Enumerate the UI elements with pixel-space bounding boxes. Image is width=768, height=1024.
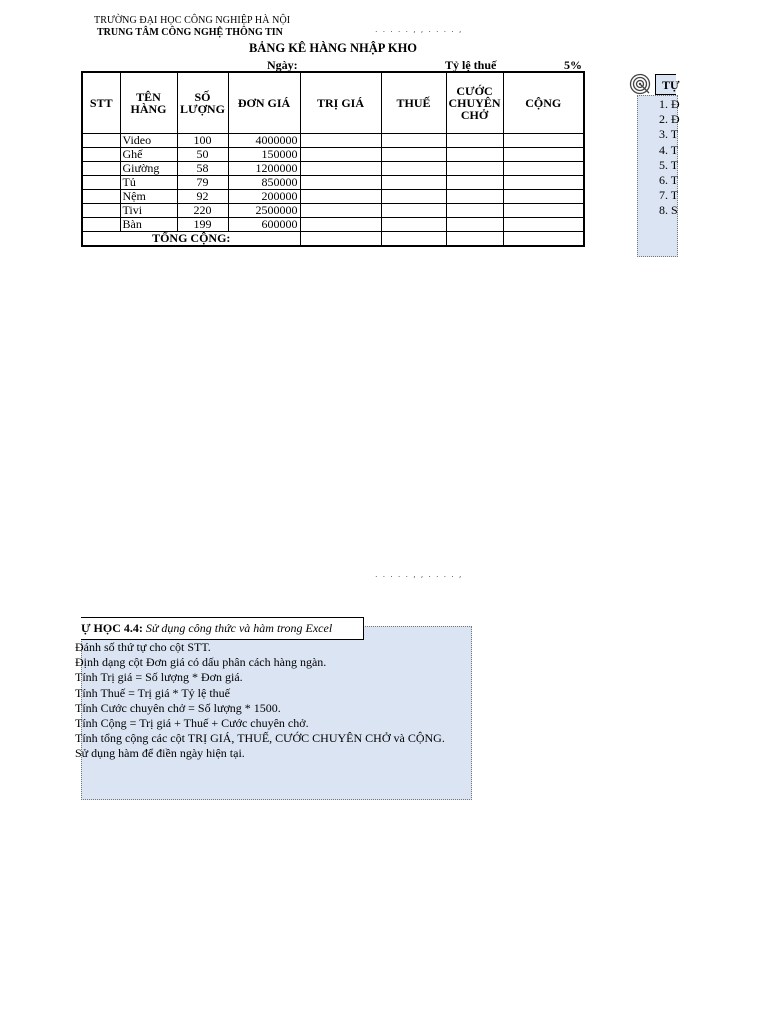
cell-value[interactable] — [300, 204, 381, 218]
cell-total[interactable] — [503, 218, 584, 232]
cell-name[interactable]: Giường — [120, 162, 177, 176]
cell-shipping[interactable] — [446, 204, 503, 218]
col-header-total[interactable]: CỘNG — [503, 72, 584, 134]
col-header-price[interactable]: ĐƠN GIÁ — [228, 72, 300, 134]
cell-qty[interactable]: 199 — [177, 218, 228, 232]
cell-shipping[interactable] — [446, 162, 503, 176]
cell-price[interactable]: 1200000 — [228, 162, 300, 176]
cell-price[interactable]: 200000 — [228, 190, 300, 204]
list-item: 3. T — [659, 127, 679, 142]
sheet-title: BẢNG KÊ HÀNG NHẬP KHO — [248, 41, 418, 55]
cell-shipping[interactable] — [446, 218, 503, 232]
cell-stt[interactable] — [82, 190, 120, 204]
inventory-table — [81, 71, 585, 247]
table-row — [82, 176, 584, 190]
cell-name[interactable]: Nệm — [120, 190, 177, 204]
cell-total[interactable] — [503, 190, 584, 204]
cell-qty[interactable]: 79 — [177, 176, 228, 190]
cell-name[interactable]: Tivi — [120, 204, 177, 218]
exercise-panel-bottom-title — [81, 617, 364, 640]
cell-name[interactable]: Video — [120, 134, 177, 148]
list-item: 1. Đ — [659, 97, 680, 111]
list-item: Đánh số thứ tự cho cột STT. — [75, 640, 211, 654]
list-item: Tính Thuế = Trị giá * Tỷ lệ thuế — [75, 685, 230, 700]
cell-qty[interactable]: 220 — [177, 204, 228, 218]
col-header-tax[interactable]: THUẾ — [381, 72, 446, 134]
total-sum[interactable] — [503, 232, 584, 247]
cell-stt[interactable] — [82, 162, 120, 176]
cell-qty[interactable]: 92 — [177, 190, 228, 204]
col-header-name[interactable]: TÊN HÀNG — [120, 72, 177, 134]
tax-rate-value[interactable]: 5% — [564, 58, 582, 72]
total-value[interactable] — [300, 232, 381, 247]
list-item: Tính tổng cộng các cột TRỊ GIÁ, THUẾ, CƯỚC CHUYÊN CHỞ và CỘNG. — [75, 731, 445, 746]
cell-tax[interactable] — [381, 190, 446, 204]
list-item: Tính Cước chuyên chở = Số lượng * 1500. — [75, 700, 281, 715]
cell-tax[interactable] — [381, 176, 446, 190]
cell-price[interactable]: 600000 — [228, 218, 300, 232]
cell-value[interactable] — [300, 134, 381, 148]
list-item: 7. T — [659, 188, 679, 203]
list-item: 5. T — [659, 157, 679, 172]
exercise-panel-right-title: TỰ — [655, 74, 676, 95]
cell-qty[interactable]: 50 — [177, 148, 228, 162]
total-shipping[interactable] — [446, 232, 503, 247]
cell-value[interactable] — [300, 176, 381, 190]
cell-value[interactable] — [300, 148, 381, 162]
cell-tax[interactable] — [381, 218, 446, 232]
cell-tax[interactable] — [381, 148, 446, 162]
cell-stt[interactable] — [82, 148, 120, 162]
cell-shipping[interactable] — [446, 176, 503, 190]
col-header-stt[interactable]: STT — [82, 72, 120, 134]
table-row — [82, 190, 584, 204]
cell-shipping[interactable] — [446, 148, 503, 162]
list-item: Sử dụng hàm để điền ngày hiện tại. — [75, 746, 245, 761]
cell-tax[interactable] — [381, 204, 446, 218]
cell-price[interactable]: 4000000 — [228, 134, 300, 148]
cell-total[interactable] — [503, 134, 584, 148]
cell-stt[interactable] — [82, 134, 120, 148]
exercise-title: Ự HỌC 4.4: — [81, 621, 143, 635]
dotted-separator-top: . . . . . , , . . . . , — [375, 25, 462, 34]
cell-total[interactable] — [503, 176, 584, 190]
cell-price[interactable]: 2500000 — [228, 204, 300, 218]
school-name: TRƯỜNG ĐẠI HỌC CÔNG NGHIỆP HÀ NỘI — [94, 15, 291, 26]
table-row — [82, 162, 584, 176]
cell-shipping[interactable] — [446, 134, 503, 148]
exercise-subtitle: Sử dụng công thức và hàm trong Excel — [142, 621, 333, 635]
cell-tax[interactable] — [381, 134, 446, 148]
total-row — [82, 232, 584, 247]
exercise-panel-right-list — [659, 97, 680, 219]
list-item: 8. S — [659, 203, 678, 218]
table-row — [82, 148, 584, 162]
dotted-separator-middle: . . . . . , , . . . . , — [375, 570, 462, 579]
list-item: 4. T — [659, 142, 679, 157]
cell-total[interactable] — [503, 204, 584, 218]
cell-shipping[interactable] — [446, 190, 503, 204]
cell-total[interactable] — [503, 162, 584, 176]
cell-stt[interactable] — [82, 204, 120, 218]
cell-name[interactable]: Tủ — [120, 176, 177, 190]
total-tax[interactable] — [381, 232, 446, 247]
cell-stt[interactable] — [82, 176, 120, 190]
table-row — [82, 218, 584, 232]
list-item: Tính Trị giá = Số lượng * Đơn giá. — [75, 670, 243, 685]
list-item: Tính Cộng = Trị giá + Thuế + Cước chuyên chở. — [75, 715, 309, 730]
table-row — [82, 134, 584, 148]
list-item: 2. Đ — [659, 112, 680, 127]
exercise-panel-bottom-list — [75, 640, 470, 762]
cell-value[interactable] — [300, 190, 381, 204]
list-item: 6. T — [659, 172, 679, 187]
cell-qty[interactable]: 58 — [177, 162, 228, 176]
cell-total[interactable] — [503, 148, 584, 162]
cell-tax[interactable] — [381, 162, 446, 176]
cell-value[interactable] — [300, 162, 381, 176]
target-icon — [629, 73, 651, 95]
total-label[interactable]: TỔNG CỘNG: — [82, 232, 300, 247]
cell-value[interactable] — [300, 218, 381, 232]
tax-rate-label: Tỷ lệ thuế — [445, 58, 497, 72]
cell-qty[interactable]: 100 — [177, 134, 228, 148]
cell-price[interactable]: 150000 — [228, 148, 300, 162]
center-name: TRUNG TÂM CÔNG NGHỆ THÔNG TIN — [97, 27, 283, 38]
date-label: Ngày: — [267, 58, 298, 72]
col-header-value[interactable]: TRỊ GIÁ — [300, 72, 381, 134]
table-row — [82, 204, 584, 218]
cell-name[interactable]: Bàn — [120, 218, 177, 232]
list-item: Định dạng cột Đơn giá có dấu phân cách hàng ngàn. — [75, 655, 327, 670]
col-header-shipping[interactable]: CƯỚC CHUYÊN CHỞ — [446, 72, 503, 134]
col-header-qty[interactable]: SỐ LƯỢNG — [177, 72, 228, 134]
cell-price[interactable]: 850000 — [228, 176, 300, 190]
cell-stt[interactable] — [82, 218, 120, 232]
cell-name[interactable]: Ghế — [120, 148, 177, 162]
table-header-row — [82, 72, 584, 134]
